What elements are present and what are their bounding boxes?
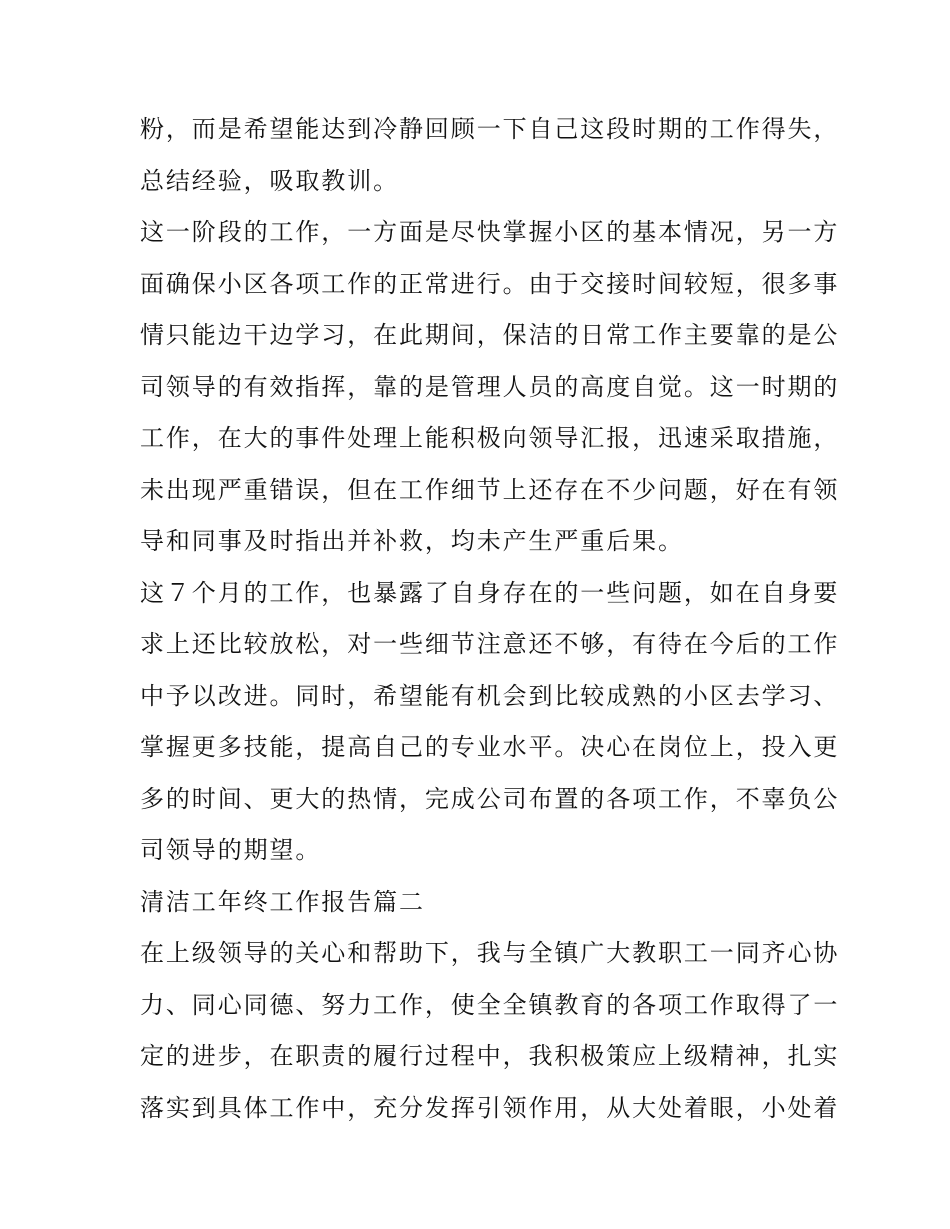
text-line: 司领导的期望。 xyxy=(140,836,322,864)
text-line: 中予以改进。同时，希望能有机会到比较成熟的小区去学习、 xyxy=(140,681,840,710)
text-line: 这一阶段的工作，一方面是尽快掌握小区的基本情况，另一方 xyxy=(140,218,840,246)
text-line: 未出现严重错误，但在工作细节上还存在不少问题，好在有领 xyxy=(140,475,840,504)
text-line: 总结经验，吸取教训。 xyxy=(140,166,399,195)
text-line: 面确保小区各项工作的正常进行。由于交接时间较短，很多事 xyxy=(140,269,840,298)
section-heading: 清洁工年终工作报告篇二 xyxy=(140,887,425,916)
text-line: 力、同心同德、努力工作，使全全镇教育的各项工作取得了一 xyxy=(140,990,840,1019)
text-line: 粉，而是希望能达到冷静回顾一下自己这段时期的工作得失， xyxy=(140,115,840,143)
text-line: 定的进步，在职责的履行过程中，我积极策应上级精神，扎实 xyxy=(140,1042,840,1070)
text-line: 导和同事及时指出并补救，均未产生严重后果。 xyxy=(140,527,684,555)
text-line: 这７个月的工作，也暴露了自身存在的一些问题，如在自身要 xyxy=(140,578,840,607)
text-line: 在上级领导的关心和帮助下，我与全镇广大教职工一同齐心协 xyxy=(140,939,840,967)
text-line: 掌握更多技能，提高自己的专业水平。决心在岗位上，投入更 xyxy=(140,733,840,761)
text-line: 司领导的有效指挥，靠的是管理人员的高度自觉。这一时期的 xyxy=(140,372,840,401)
text-line: 落实到具体工作中，充分发挥引领作用，从大处着眼，小处着 xyxy=(140,1093,840,1122)
text-line: 求上还比较放松，对一些细节注意还不够，有待在今后的工作 xyxy=(140,630,840,658)
text-line: 情只能边干边学习，在此期间，保洁的日常工作主要靠的是公 xyxy=(140,321,840,349)
text-line: 工作，在大的事件处理上能积极向领导汇报，迅速采取措施， xyxy=(140,424,840,452)
document-body xyxy=(140,104,840,1134)
text-line: 多的时间、更大的热情，完成公司布置的各项工作，不辜负公 xyxy=(140,784,840,813)
